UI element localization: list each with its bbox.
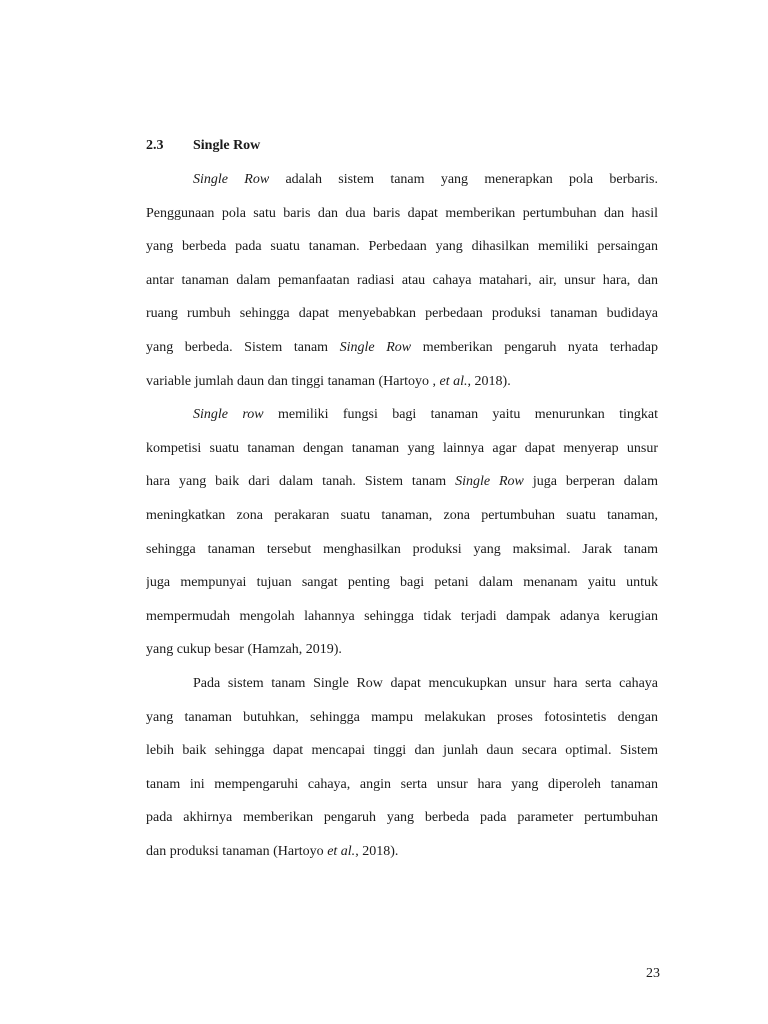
text-segment: memberikan pengaruh nyata terhadap (411, 339, 658, 355)
italic-text: et al. (439, 373, 468, 389)
text-segment: hara yang baik dari dalam tanah. Sistem tanam (146, 474, 456, 490)
body-text (146, 167, 658, 872)
text-segment: antar tanaman dalam pemanfaatan radiasi atau cahaya matahari, air, unsur hara, dan (146, 272, 658, 288)
text-line (146, 671, 658, 705)
italic-text: Single Row (339, 339, 412, 355)
text-segment: , 2018). (467, 373, 511, 389)
text-line (146, 335, 658, 369)
text-line (146, 201, 658, 235)
text-segment: Penggunaan pola satu baris dan dua baris dapat memberikan pertumbuhan dan hasil (146, 205, 658, 221)
text-line (146, 436, 658, 470)
text-line (146, 234, 658, 268)
text-segment: juga mempunyai tujuan sangat penting bagi petani dalam menanam yaitu untuk (146, 575, 658, 591)
text-line (146, 570, 658, 604)
text-line (146, 469, 658, 503)
italic-text: Single Row (455, 474, 524, 490)
text-line (146, 738, 658, 772)
text-segment: tanam ini mempengaruhi cahaya, angin serta unsur hara yang diperoleh tanaman (146, 776, 658, 792)
text-segment: juga berperan dalam (523, 474, 658, 490)
text-segment: yang cukup besar (Hamzah, 2019). (146, 642, 342, 658)
text-segment: yang tanaman butuhkan, sehingga mampu melakukan proses fotosintetis dengan (146, 709, 658, 725)
text-line (146, 637, 658, 671)
text-segment: variable jumlah daun dan tinggi tanaman (Hartoyo , (146, 373, 440, 389)
paragraph (146, 402, 658, 671)
text-line (146, 369, 658, 403)
italic-text: Single row (193, 407, 264, 423)
text-segment: pada akhirnya memberikan pengaruh yang berbeda pada parameter pertumbuhan (146, 810, 658, 826)
text-segment: dan produksi tanaman (Hartoyo (146, 843, 328, 859)
text-line (146, 839, 658, 873)
paragraph (146, 671, 658, 873)
text-line (146, 805, 658, 839)
text-line (146, 604, 658, 638)
text-segment: lebih baik sehingga dapat mencapai tinggi dan junlah daun secara optimal. Sistem (146, 743, 658, 759)
text-line (146, 402, 658, 436)
text-segment: yang berbeda. Sistem tanam (146, 339, 340, 355)
text-segment: Pada sistem tanam Single Row dapat mencukupkan unsur hara serta cahaya (193, 675, 658, 691)
text-line (146, 268, 658, 302)
text-segment: memiliki fungsi bagi tanaman yaitu menurunkan tingkat (263, 407, 658, 423)
text-segment: adalah sistem tanam yang menerapkan pola berbaris. (269, 172, 658, 187)
text-line (146, 167, 658, 201)
text-line (146, 301, 658, 335)
text-line (146, 705, 658, 739)
text-segment: meningkatkan zona perakaran suatu tanaman, zona pertumbuhan suatu tanaman, (146, 507, 658, 523)
italic-text: Single Row (193, 172, 270, 187)
section-heading (146, 136, 260, 156)
text-segment: sehingga tanaman tersebut menghasilkan produksi yang maksimal. Jarak tanam (146, 541, 658, 557)
text-line (146, 503, 658, 537)
paragraph (146, 167, 658, 402)
text-segment: yang berbeda pada suatu tanaman. Perbedaan yang dihasilkan memiliki persaingan (146, 239, 658, 255)
text-line (146, 772, 658, 806)
section-title: Single Row (193, 138, 261, 153)
text-line (146, 537, 658, 571)
text-segment: mempermudah mengolah lahannya sehingga tidak terjadi dampak adanya kerugian (146, 608, 658, 624)
text-segment: kompetisi suatu tanaman dengan tanaman yang lainnya agar dapat menyerap unsur (146, 440, 658, 456)
text-segment: ruang rumbuh sehingga dapat menyebabkan perbedaan produksi tanaman budidaya (146, 306, 658, 322)
section-number: 2.3 (146, 138, 164, 153)
page-number: 23 (646, 966, 660, 981)
italic-text: et al. (327, 843, 356, 859)
text-segment: , 2018). (355, 843, 399, 859)
